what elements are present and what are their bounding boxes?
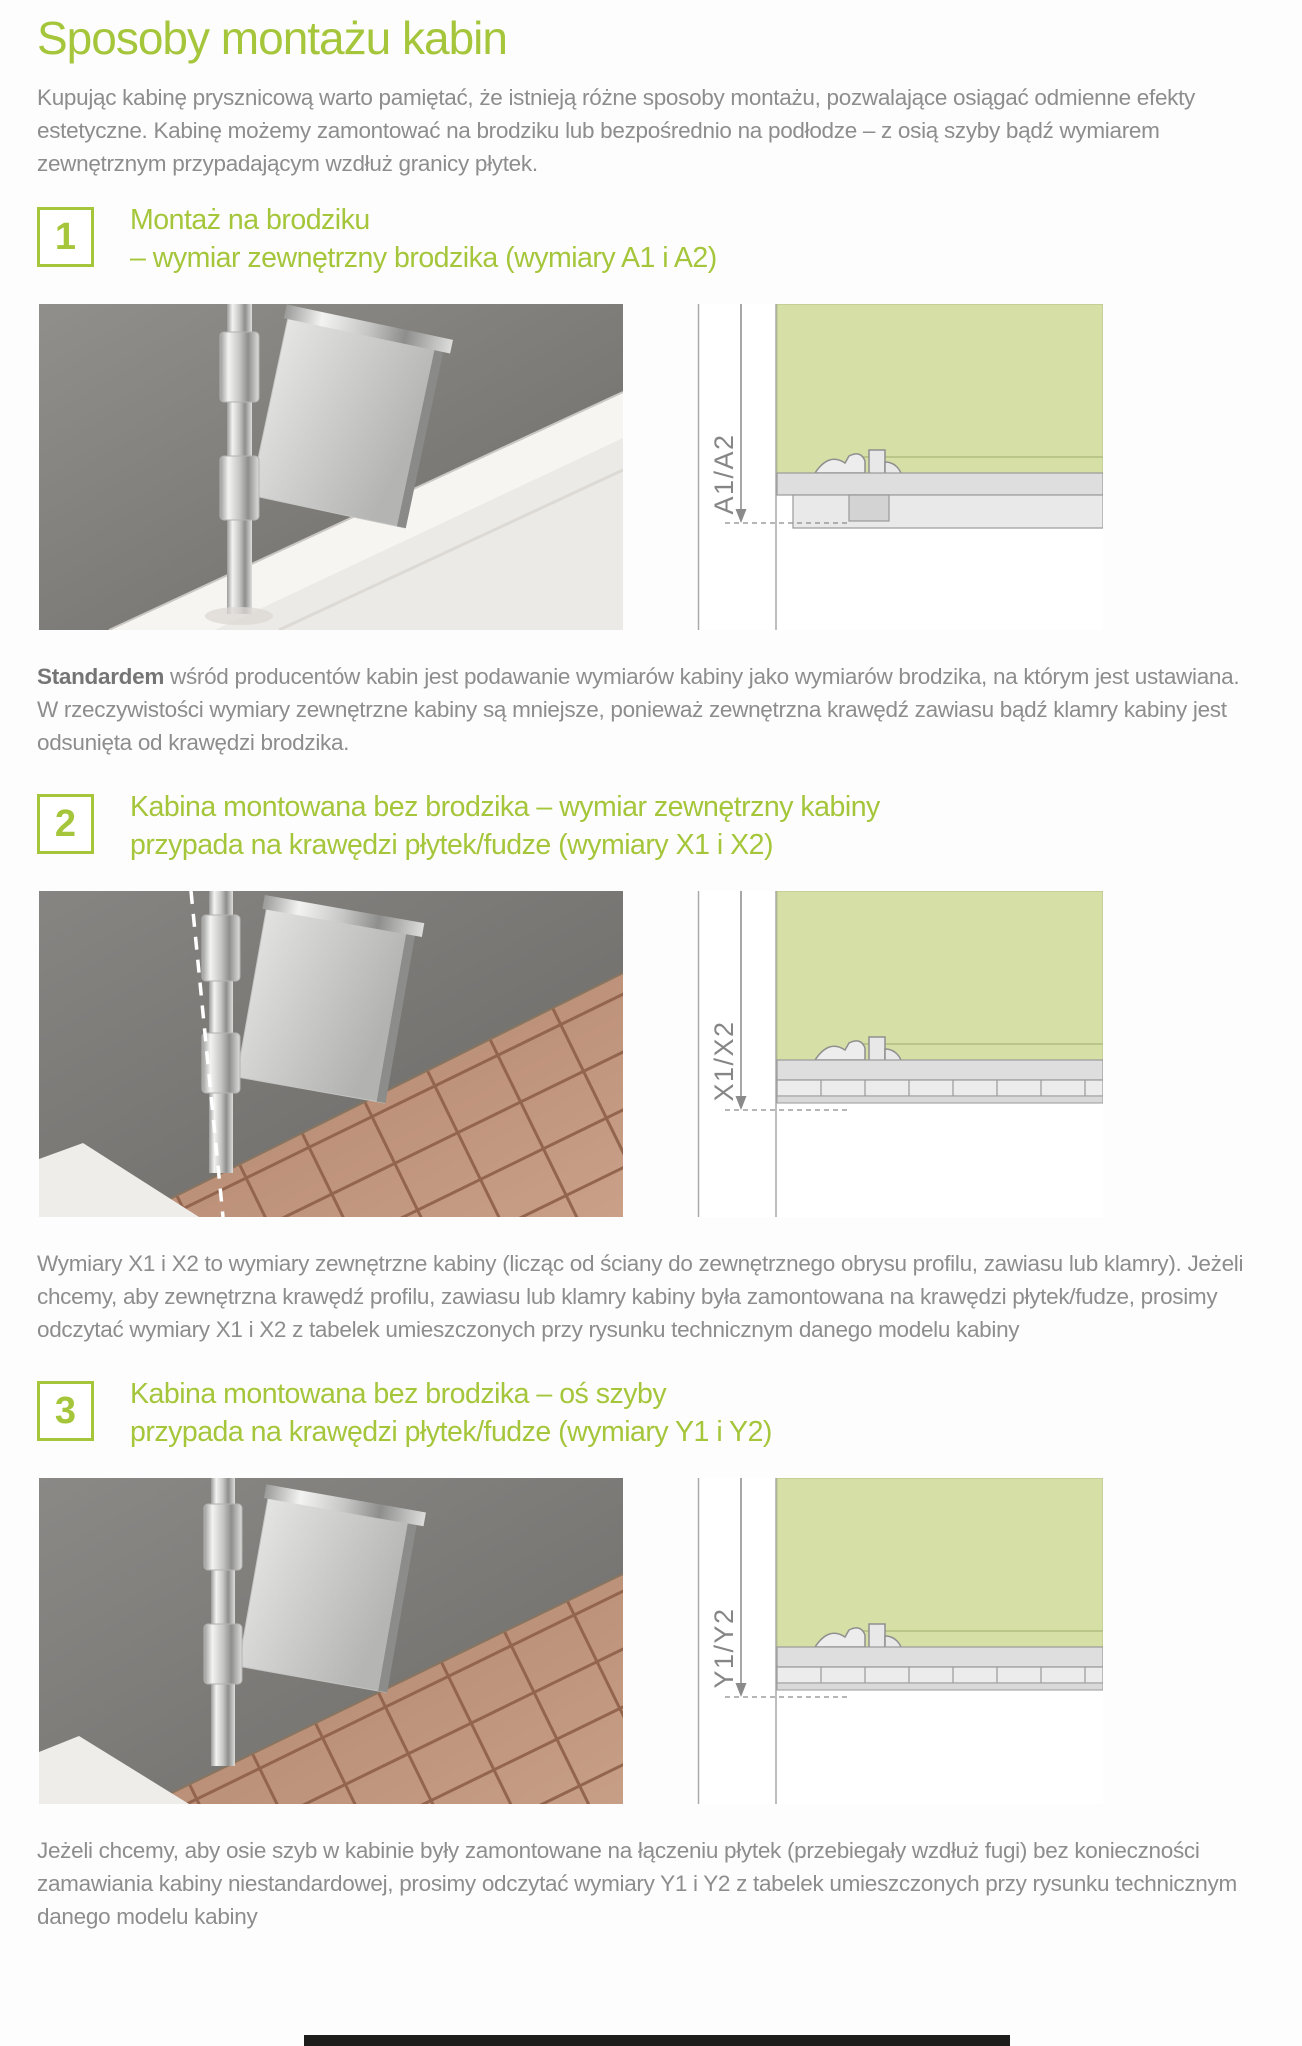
hinge-plate-top xyxy=(202,915,240,981)
dimension-diagram-y1-y2 xyxy=(697,1478,1103,1804)
paragraph-lead: Standardem xyxy=(37,663,165,689)
tile-layer xyxy=(777,1080,1103,1096)
section-number-badge: 3 xyxy=(37,1381,94,1441)
tiled-floor-hinge-photo xyxy=(39,1478,623,1804)
section-2-heading xyxy=(130,789,880,865)
wall-area xyxy=(777,1478,1103,1647)
dimension-label: X1/X2 xyxy=(709,1020,739,1102)
tray-body xyxy=(793,495,1103,528)
intro-paragraph: Kupując kabinę prysznicową warto pamiętać, że istnieją różne sposoby montażu, pozwalające osiągać odmienne efekty estetyczne. Kabinę możemy zamontować na brodziku lub bezpośrednio na podłodze – z osią szyby bądź wymiarem zewnętrznym przypadającym wzdłuż granicy płytek. xyxy=(37,84,1196,177)
section-1-paragraph xyxy=(37,660,1265,759)
section-1-heading xyxy=(130,202,717,278)
paragraph-text: Wymiary X1 i X2 to wymiary zewnętrzne kabiny (licząc od ściany do zewnętrznego obrysu profilu, zawiasu lub klamry). Jeżeli chcemy, aby zewnętrzna krawędź profilu, zawiasu lub klamry kabiny była zamontowana na krawędzi płytek/fudze, prosimy odczytać wymiary X1 i X2 z tabelek umieszczonych przy rysunku technicznym danego modelu kabiny xyxy=(37,1250,1244,1342)
section-2-header xyxy=(37,789,1265,865)
substrate-band xyxy=(777,1683,1103,1690)
section-2-heading-line1: Kabina montowana bez brodzika – wymiar zewnętrzny kabiny xyxy=(130,791,880,824)
section-montaz-na-brodziku xyxy=(37,202,1265,759)
hinge-plate-top xyxy=(204,1504,242,1570)
screed-band xyxy=(777,1647,1103,1667)
paragraph-text: Jeżeli chcemy, aby osie szyb w kabinie były zamontowane na łączeniu płytek (przebiegały wzdłuż fugi) bez konieczności zamawiania kabiny niestandardowej, prosimy odczytać wymiary Y1 i Y2 z tabelek umieszczonych przy rysunku technicznym danego modelu kabiny xyxy=(37,1837,1237,1929)
shower-tray-hinge-photo xyxy=(39,304,623,630)
hinge-plate-bottom xyxy=(204,1624,242,1684)
tiled-floor-hinge-photo-dashed xyxy=(39,891,623,1217)
section-1-heading-line1: Montaż na brodziku xyxy=(130,204,370,237)
tile-layer xyxy=(777,1667,1103,1683)
dimension-diagram-a1-a2 xyxy=(697,304,1103,630)
dimension-label: Y1/Y2 xyxy=(709,1607,739,1689)
section-bez-brodzika-wymiar-zewnetrzny xyxy=(37,789,1265,1346)
hinge-plate-bottom xyxy=(220,456,259,520)
section-bez-brodzika-os-szyby xyxy=(37,1376,1265,1933)
section-2-paragraph xyxy=(37,1247,1265,1346)
page-footer-bar xyxy=(304,2035,1010,2046)
hinge-plate-top xyxy=(220,332,259,402)
screed-band xyxy=(777,1060,1103,1080)
section-2-figures xyxy=(39,891,1265,1217)
page-title: Sposoby montażu kabin xyxy=(37,12,507,64)
dimension-diagram-x1-x2 xyxy=(697,891,1103,1217)
section-3-figures xyxy=(39,1478,1265,1804)
section-number-badge: 1 xyxy=(37,207,94,267)
section-1-heading-line2: – wymiar zewnętrzny brodzika (wymiary A1 i A2) xyxy=(130,241,717,274)
section-3-heading xyxy=(130,1376,772,1452)
dimension-label: A1/A2 xyxy=(709,433,739,515)
section-3-heading-line2: przypada na krawędzi płytek/fudze (wymiary Y1 i Y2) xyxy=(130,1415,772,1448)
section-3-paragraph xyxy=(37,1834,1265,1933)
section-2-heading-line2: przypada na krawędzi płytek/fudze (wymiary X1 i X2) xyxy=(130,828,773,861)
section-number-badge: 2 xyxy=(37,794,94,854)
section-1-header xyxy=(37,202,1265,278)
section-1-figures xyxy=(39,304,1265,630)
section-3-heading-line1: Kabina montowana bez brodzika – oś szyby xyxy=(130,1378,667,1411)
tray-edge-band xyxy=(777,473,1103,495)
wall-area xyxy=(777,891,1103,1060)
section-3-header xyxy=(37,1376,1265,1452)
paragraph-text: wśród producentów kabin jest podawanie wymiarów kabiny jako wymiarów brodzika, na którym jest ustawiana. W rzeczywistości wymiary zewnętrzne kabiny są mniejsze, ponieważ zewnętrzna krawędź zawiasu bądź klamry kabiny jest odsunięta od krawędzi brodzika. xyxy=(37,663,1240,755)
substrate-band xyxy=(777,1096,1103,1103)
wall-area xyxy=(777,304,1103,473)
